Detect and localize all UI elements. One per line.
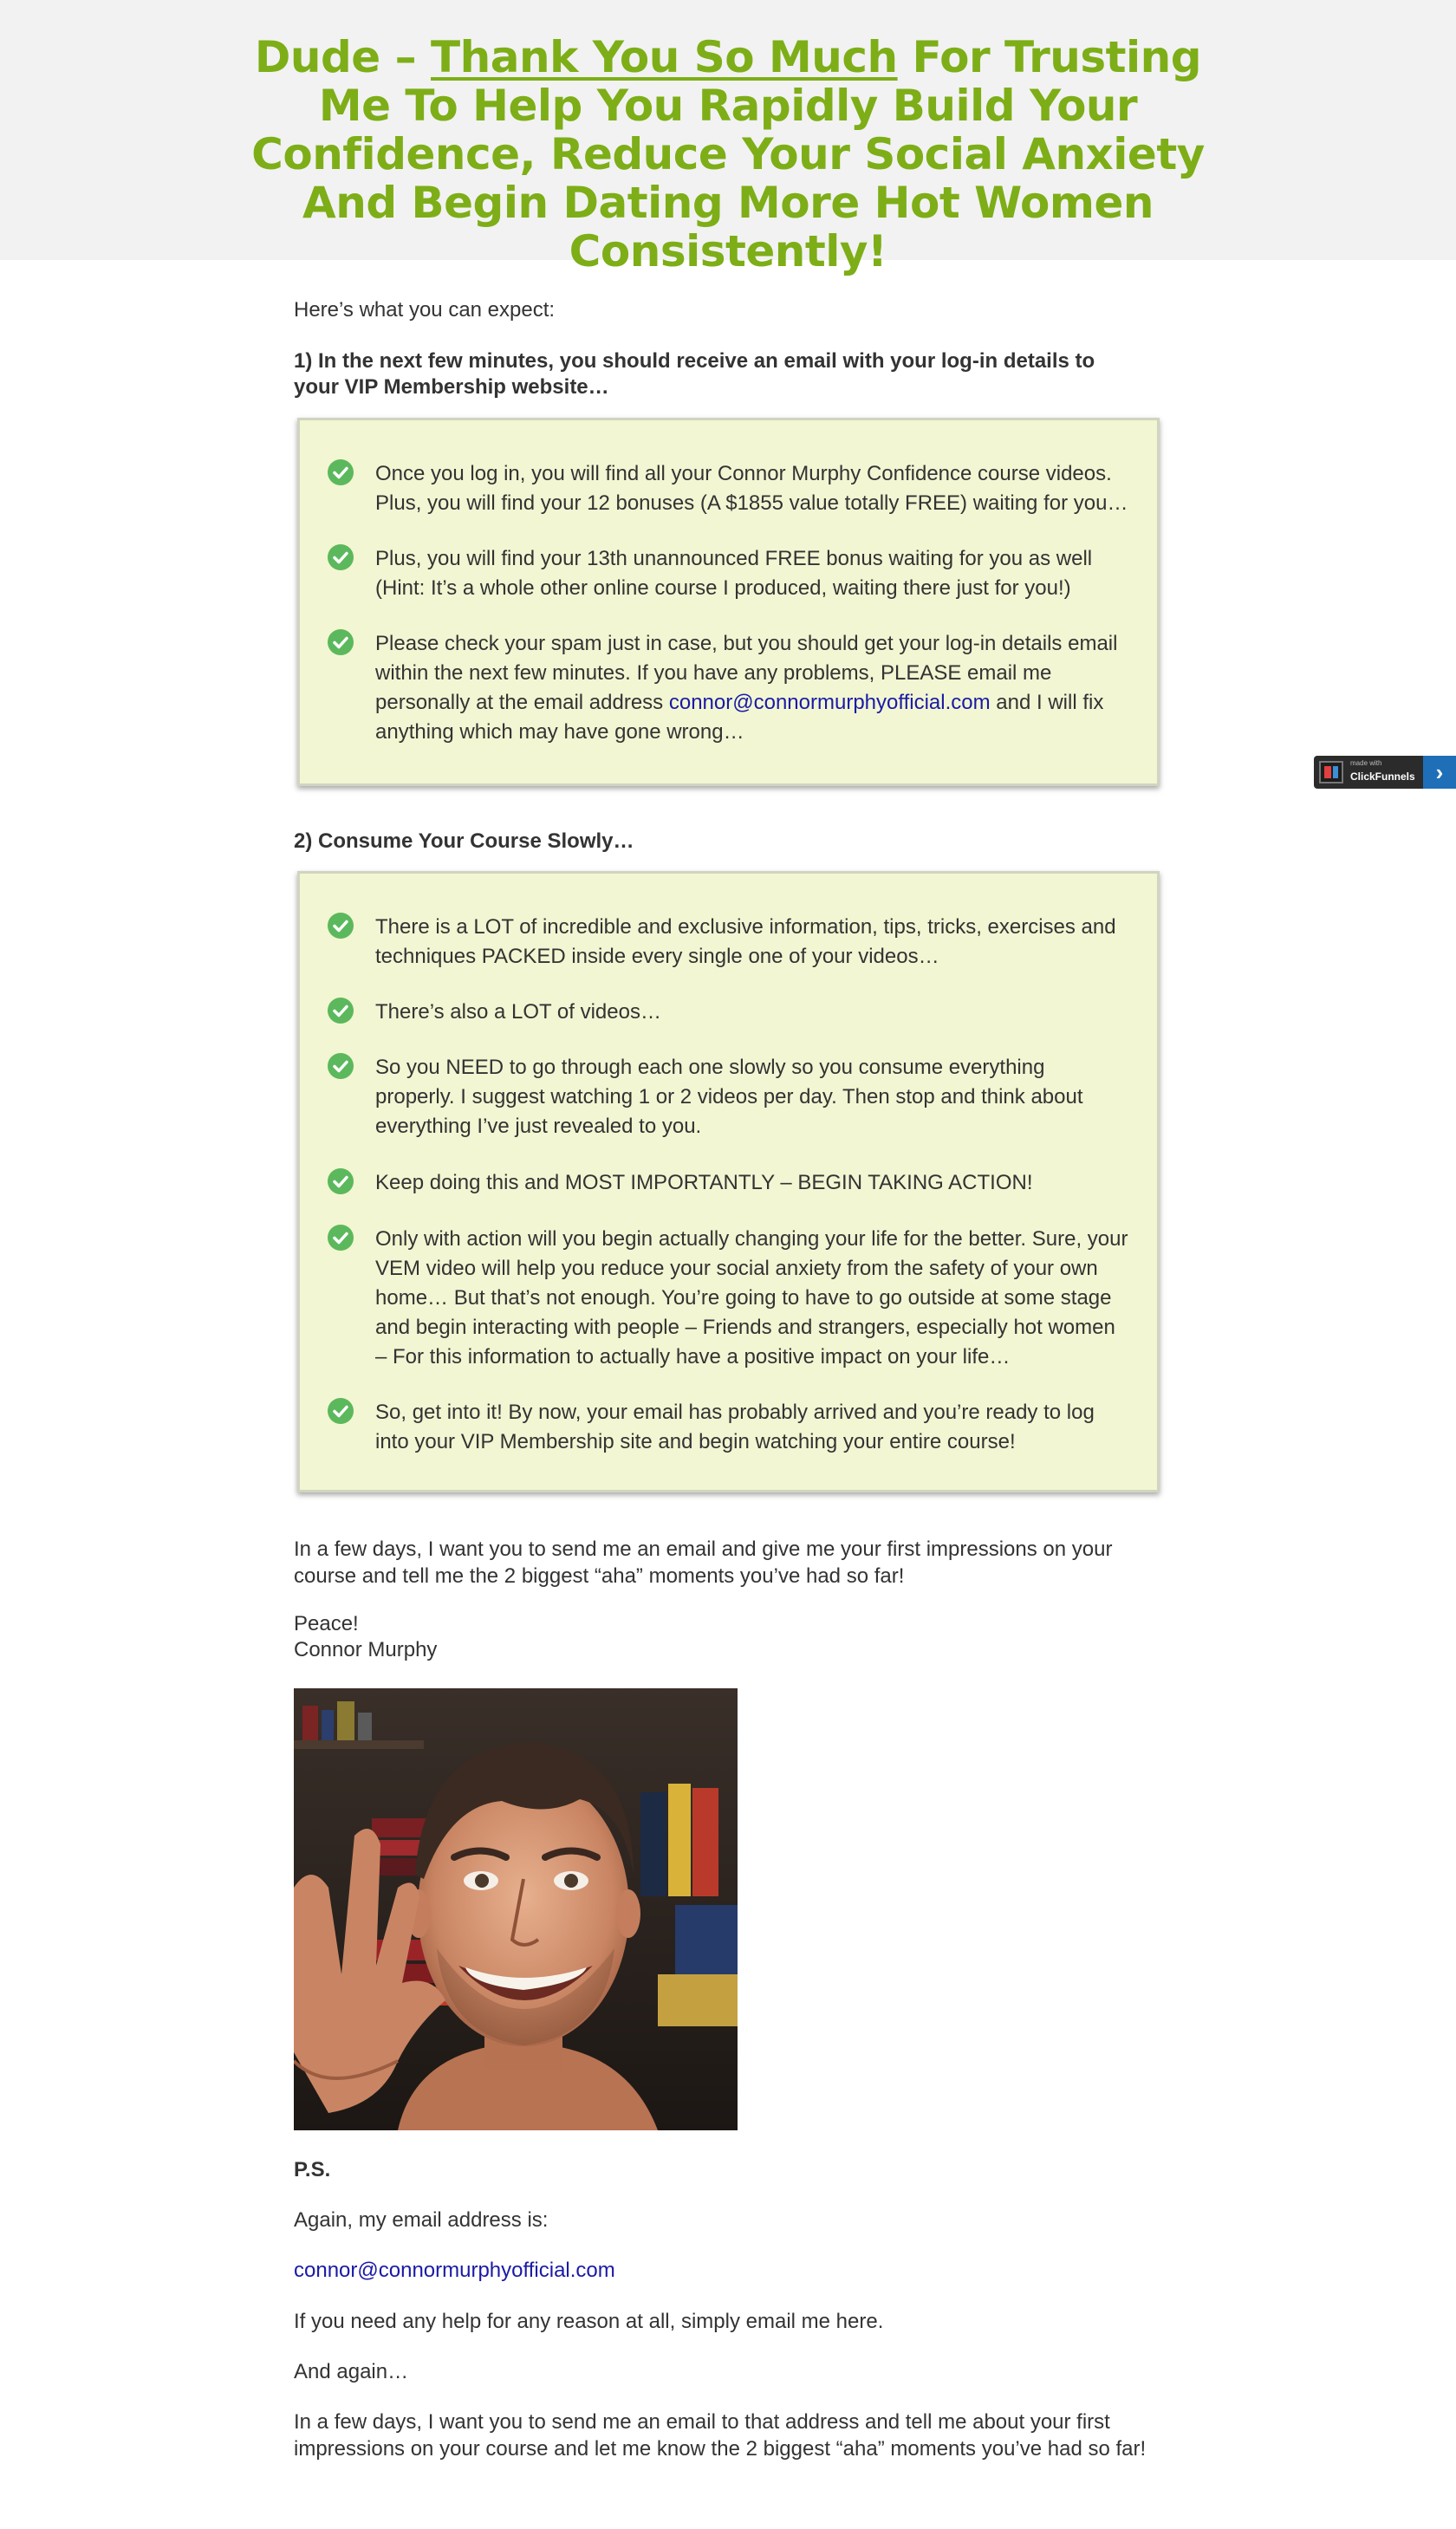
ps-and-again: And again… <box>294 2360 409 2383</box>
badge-brand-text: ClickFunnels <box>1350 770 1415 783</box>
page-title: Dude – Thank You So Much For Trusting Me To Help You Rapidly Build Your Confidence, Reduce Your Social Anxiety And Begin Dating More Hot Women Consistently! <box>251 32 1205 276</box>
author-name: Connor Murphy <box>294 1638 438 1661</box>
step1-box <box>297 418 1160 786</box>
clickfunnels-badge[interactable] <box>1314 756 1456 789</box>
intro-text: Here’s what you can expect: <box>294 298 556 322</box>
step1-heading: 1) In the next few minutes, you should receive an email with your log-in details to your VIP Membership website… <box>294 349 1095 399</box>
list-item-text: Keep doing this and MOST IMPORTANTLY – BEGIN TAKING ACTION! <box>375 1171 1033 1194</box>
ps-again: Again, my email address is: <box>294 2208 549 2232</box>
email-link[interactable]: connor@connormurphyofficial.com <box>668 691 991 714</box>
check-icon <box>328 913 354 939</box>
chevron-right-icon[interactable]: › <box>1423 756 1456 789</box>
check-icon <box>328 544 354 570</box>
badge-small-text: made with <box>1350 759 1382 767</box>
check-icon <box>328 1225 354 1251</box>
check-icon <box>328 1053 354 1079</box>
list-item-text: So, get into it! By now, your email has probably arrived and you’re ready to log into your VIP Membership site and begin watching your entire course! <box>375 1401 1095 1453</box>
author-photo <box>294 1688 738 2130</box>
ps-email-link[interactable]: connor@connormurphyofficial.com <box>294 2259 615 2282</box>
author-photo-illustration <box>294 1688 738 2130</box>
title-underlined: Thank You So Much <box>431 32 898 82</box>
step2-box <box>297 871 1160 1492</box>
list-item-text: Once you log in, you will find all your Connor Murphy Confidence course videos. Plus, you will find your 12 bonuses (A $1855 value totally FREE) waiting for you… <box>375 462 1128 515</box>
list-item-text: Please check your spam just in case, but you should get your log-in details email within the next few minutes. If you have any problems, PLEASE email me personally at the email address connor@connormurphyofficial.com and I will fix anything which may have gone wrong… <box>375 632 1118 744</box>
check-icon <box>328 998 354 1024</box>
check-icon <box>328 1398 354 1424</box>
ps-label: P.S. <box>294 2158 331 2181</box>
list-item-text: There’s also a LOT of videos… <box>375 1000 661 1024</box>
signoff: Peace! <box>294 1612 359 1635</box>
closing-paragraph: In a few days, I want you to send me an email and give me your first impressions on your course and tell me the 2 biggest “aha” moments you’ve had so far! <box>294 1538 1113 1588</box>
check-icon <box>328 629 354 655</box>
ps-final: In a few days, I want you to send me an email to that address and tell me about your first impressions on your course and let me know the 2 biggest “aha” moments you’ve had so far! <box>294 2410 1147 2461</box>
ps-help: If you need any help for any reason at all, simply email me here. <box>294 2310 884 2333</box>
step2-heading: 2) Consume Your Course Slowly… <box>294 829 634 853</box>
list-item-text: Plus, you will find your 13th unannounced FREE bonus waiting for you as well (Hint: It’s a whole other online course I produced, waiting there just for you!) <box>375 547 1093 600</box>
check-icon <box>328 459 354 485</box>
list-item-text: There is a LOT of incredible and exclusive information, tips, tricks, exercises and techniques PACKED inside every single one of your videos… <box>375 915 1116 968</box>
list-item-text: Only with action will you begin actually changing your life for the better. Sure, your VEM video will help you reduce your social anxiety from the safety of your own home… But that’s not enough. You’re going to have to go outside at some stage and begin interacting with people – Friends and strangers, especially hot women – For this information to actually have a positive impact on your life… <box>375 1227 1128 1369</box>
list-item-text: So you NEED to go through each one slowly so you consume everything properly. I suggest watching 1 or 2 videos per day. Then stop and think about everything I’ve just revealed to you. <box>375 1056 1083 1138</box>
hero-banner <box>0 0 1456 276</box>
check-icon <box>328 1168 354 1194</box>
clickfunnels-logo-icon <box>1319 761 1343 783</box>
